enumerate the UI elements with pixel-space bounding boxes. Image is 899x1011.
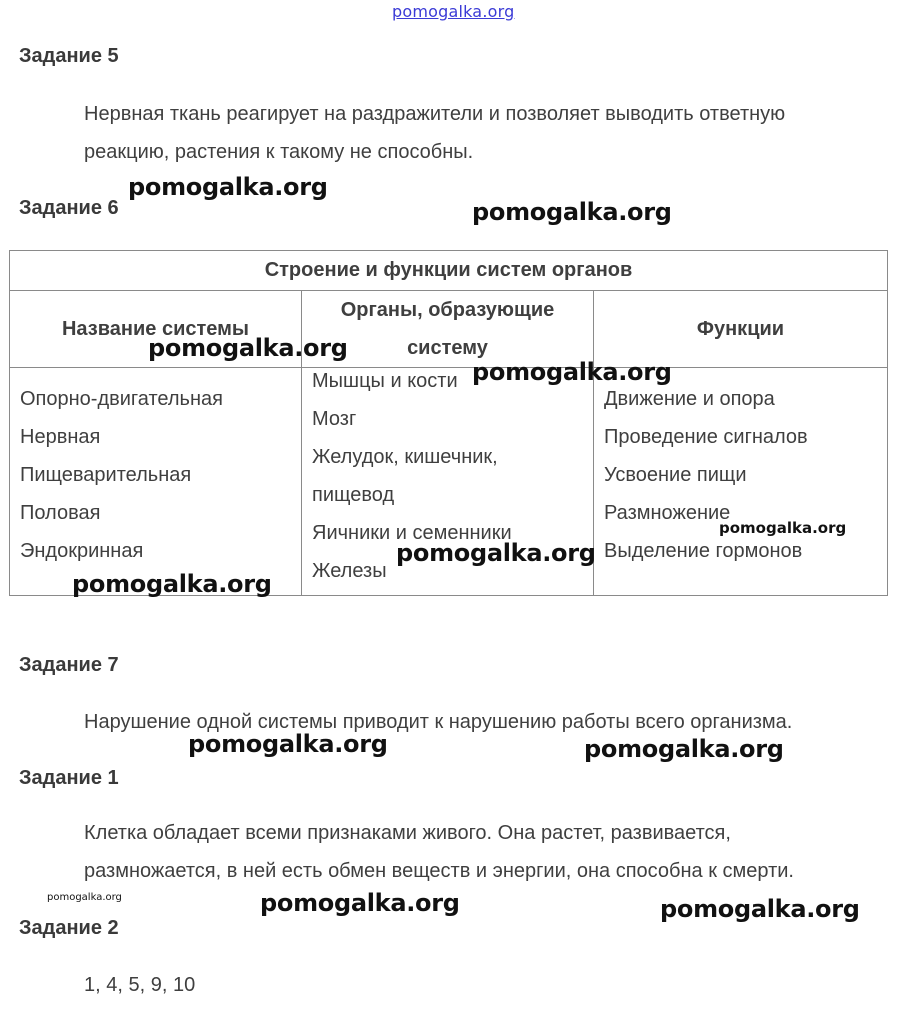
task1-line1: Клетка обладает всеми признаками живого. Она растет, развивается, (84, 822, 731, 844)
watermark: pomogalka.org (472, 198, 672, 226)
function-item: Движение и опора (604, 388, 775, 410)
watermark: pomogalka.org (128, 173, 328, 201)
header-system: Название системы (10, 291, 302, 368)
watermark: pomogalka.org (188, 730, 388, 758)
system-item: Эндокринная (20, 540, 144, 562)
watermark: pomogalka.org (719, 519, 847, 537)
systems-cell (10, 368, 302, 596)
watermark: pomogalka.org (584, 735, 784, 763)
watermark: pomogalka.org (148, 334, 348, 362)
task1-line2: размножается, в ней есть обмен веществ и энергии, она способна к смерти. (84, 860, 794, 882)
task2-answer: 1, 4, 5, 9, 10 (84, 974, 196, 996)
task5-line1: Нервная ткань реагирует на раздражители и позволяет выводить ответную (84, 103, 786, 125)
task5-line2: реакцию, растения к такому не способны. (84, 141, 474, 163)
header-functions: Функции (594, 291, 888, 368)
functions-cell (594, 368, 888, 596)
organ-item: Яичники и семенники (312, 522, 512, 544)
task6-heading: Задание 6 (19, 197, 119, 219)
function-item: Размножение (604, 502, 731, 524)
task5-heading: Задание 5 (19, 45, 119, 67)
table-caption: Строение и функции систем органов (10, 251, 888, 291)
watermark: pomogalka.org (396, 539, 596, 567)
task2-heading: Задание 2 (19, 917, 119, 939)
watermark: pomogalka.org (660, 895, 860, 923)
organ-item: Мышцы и кости (312, 370, 458, 392)
watermark: pomogalka.org (472, 358, 672, 386)
site-link[interactable]: pomogalka.org (392, 2, 515, 21)
system-item: Половая (20, 502, 101, 524)
header-organs-line1: Органы, образующие (340, 299, 555, 321)
function-item: Усвоение пищи (604, 464, 747, 486)
organ-item: Желудок, кишечник, (312, 446, 498, 468)
function-item: Выделение гормонов (604, 540, 803, 562)
organ-item: Железы (312, 560, 387, 582)
system-item: Нервная (20, 426, 101, 448)
system-item: Пищеварительная (20, 464, 192, 486)
organ-item: пищевод (312, 484, 395, 506)
task7-heading: Задание 7 (19, 654, 119, 676)
header-organs-line2: систему (407, 337, 488, 359)
organ-item: Мозг (312, 408, 357, 430)
system-item: Опорно-двигательная (20, 388, 223, 410)
task7-line1: Нарушение одной системы приводит к нарушению работы всего организма. (84, 711, 793, 733)
watermark: pomogalka.org (260, 889, 460, 917)
task1-heading: Задание 1 (19, 767, 119, 789)
watermark: pomogalka.org (47, 892, 122, 903)
function-item: Проведение сигналов (604, 426, 808, 448)
watermark: pomogalka.org (72, 570, 272, 598)
